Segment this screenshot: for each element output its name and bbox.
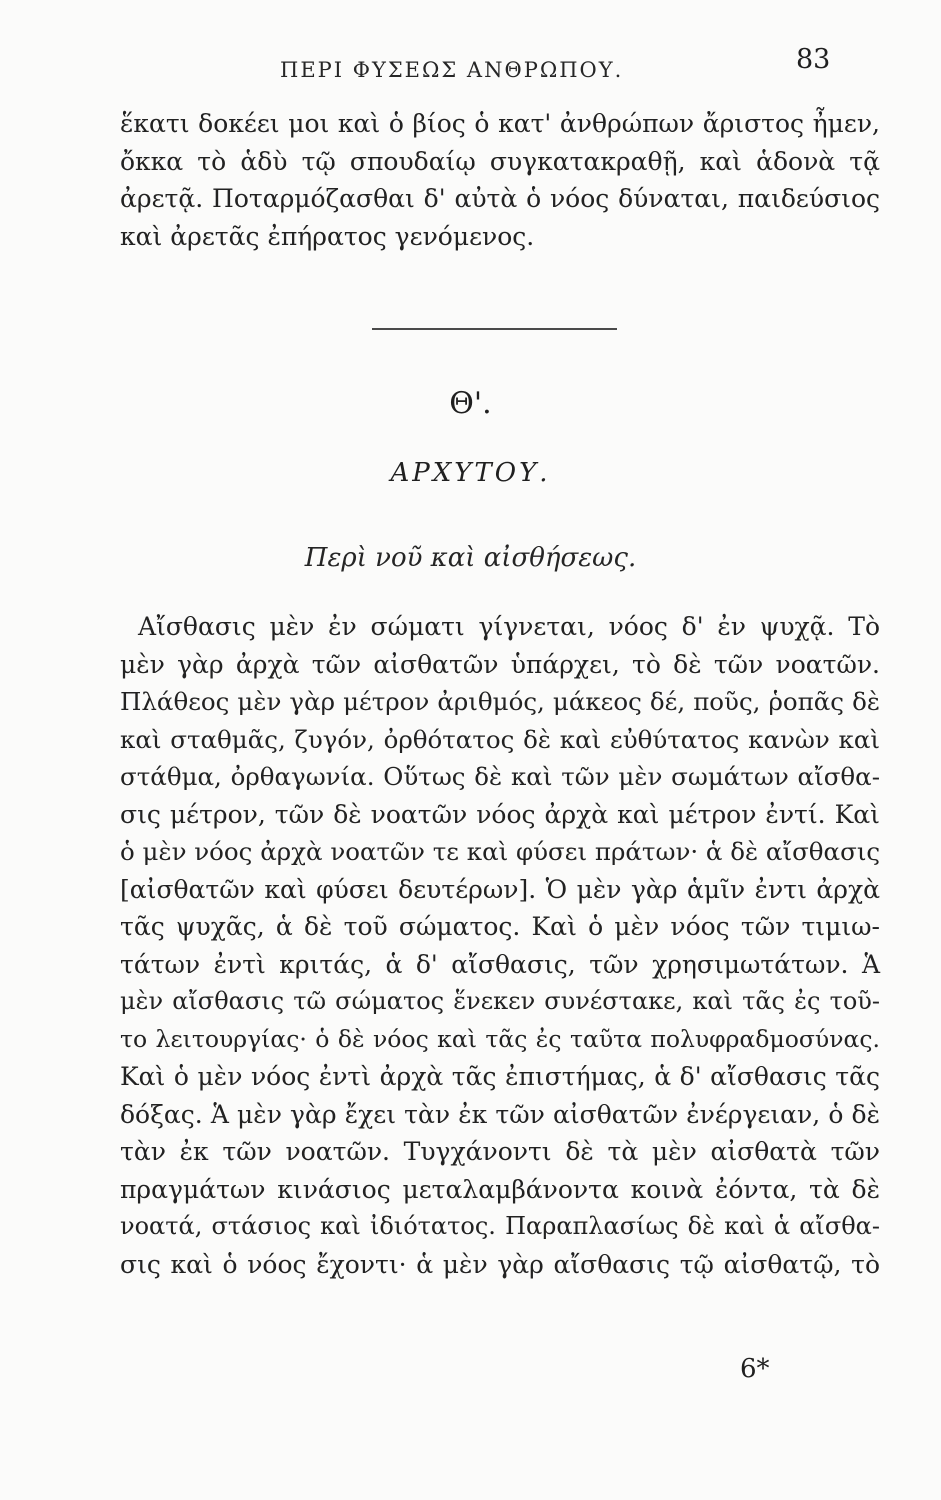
text-line: Πλάθεος μὲν γὰρ μέτρον ἀριθμός, μάκεος δέ, ποῦς, ῥοπᾶς δὲ — [120, 687, 880, 716]
text-line: τάτων ἐντὶ κριτάς, ἁ δ' αἴσθασις, τῶν χρησιμωτάτων. Ἁ — [120, 949, 880, 979]
treatise-title: Περὶ νοῦ καὶ αἰσθήσεως. — [304, 543, 637, 573]
text-line: σις καὶ ὁ νόος ἔχοντι· ἁ μὲν γὰρ αἴσθασις τῷ αἰσθατῷ, τὸ — [120, 1249, 880, 1279]
text-line: τᾶς ψυχᾶς, ἁ δὲ τοῦ σώματος. Καὶ ὁ μὲν νόος τῶν τιμιω- — [120, 912, 880, 941]
text-line: Καὶ ὁ μὲν νόος ἐντὶ ἀρχὰ τᾶς ἐπιστήμας, ἁ δ' αἴσθασις τᾶς — [120, 1062, 880, 1091]
text-line: ὄκκα τὸ ἁδὺ τῷ σπουδαίῳ συγκατακραθῇ, καὶ ἁδονὰ τᾷ — [120, 146, 880, 176]
text-line: καὶ ἀρετᾶς ἐπήρατος γενόμενος. — [120, 221, 535, 251]
signature-mark: 6* — [740, 1354, 770, 1384]
text-line: καὶ σταθμᾶς, ζυγόν, ὀρθότατος δὲ καὶ εὐθύτατος κανὼν καὶ — [120, 724, 880, 754]
text-line: τὰν ἐκ τῶν νοατῶν. Τυγχάνοντι δὲ τὰ μὲν αἰσθατὰ τῶν — [120, 1137, 880, 1166]
text-line: πραγμάτων κινάσιος μεταλαμβάνοντα κοινὰ ἐόντα, τὰ δὲ — [120, 1174, 880, 1204]
text-line: [αἰσθατῶν καὶ φύσει δευτέρων]. Ὁ μὲν γὰρ ἁμῖν ἐντι ἀρχὰ — [120, 874, 880, 904]
author-heading: ΑΡΧΥΤΟΥ. — [390, 458, 551, 488]
text-line: ἀρετᾷ. Ποταρμόζασθαι δ' αὐτὰ ὁ νόος δύναται, παιδεύσιος — [120, 184, 880, 213]
page-number: 83 — [796, 44, 831, 75]
text-line: στάθμα, ὀρθαγωνία. Οὕτως δὲ καὶ τῶν μὲν σωμάτων αἴσθα- — [120, 762, 880, 791]
running-head: ΠΕΡΙ ΦΥΣΕΩΣ ΑΝΘΡΩΠΟΥ. — [280, 58, 624, 82]
closing-paragraph — [120, 105, 880, 255]
text-line: ὁ μὲν νόος ἀρχὰ νοατῶν τε καὶ φύσει πράτων· ἁ δὲ αἴσθασις — [120, 837, 881, 866]
section-divider — [372, 328, 617, 330]
main-text — [120, 608, 880, 1283]
text-line: νοατά, στάσιος καὶ ἰδιότατος. Παραπλασίως δὲ καὶ ἁ αἴσθα- — [120, 1212, 880, 1240]
text-line: μὲν γὰρ ἀρχὰ τῶν αἰσθατῶν ὑπάρχει, τὸ δὲ τῶν νοατῶν. — [120, 649, 880, 679]
text-line: ἕκατι δοκέει μοι καὶ ὁ βίος ὁ κατ' ἀνθρώπων ἄριστος ἦμεν, — [120, 109, 880, 138]
text-line: δόξας. Ἁ μὲν γὰρ ἔχει τὰν ἐκ τῶν αἰσθατῶν ἐνέργειαν, ὁ δὲ — [120, 1099, 880, 1129]
section-number: Θ'. — [449, 386, 492, 421]
text-line: σις μέτρον, τῶν δὲ νοατῶν νόος ἀρχὰ καὶ μέτρον ἐντί. Καὶ — [120, 799, 880, 829]
text-line: Αἴσθασις μὲν ἐν σώματι γίγνεται, νόος δ' ἐν ψυχᾷ. Τὸ — [138, 612, 880, 641]
text-line: το λειτουργίας· ὁ δὲ νόος καὶ τᾶς ἐς ταῦτα πολυφραδμοσύνας. — [120, 1024, 880, 1053]
text-line: μὲν αἴσθασις τῶ σώματος ἕνεκεν συνέστακε, καὶ τᾶς ἐς τοῦ- — [120, 987, 880, 1015]
